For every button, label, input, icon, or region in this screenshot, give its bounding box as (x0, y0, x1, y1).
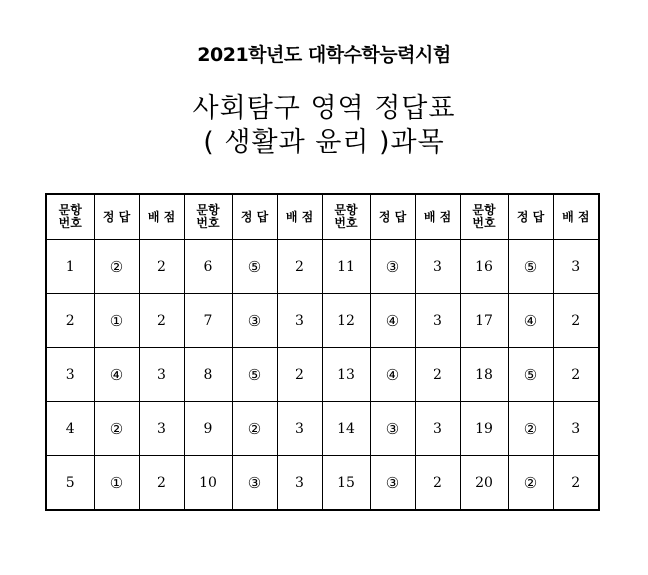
point-value: 3 (277, 456, 322, 511)
exam-title: 2021학년도 대학수학능력시험 (197, 44, 451, 66)
number-header: 문항 번호 (46, 194, 94, 240)
answer-header: 정 답 (94, 194, 139, 240)
answer-header: 정 답 (232, 194, 277, 240)
point-value: 3 (139, 402, 184, 456)
table-row (46, 294, 599, 348)
point-value: 2 (553, 456, 599, 511)
correct-answer: ④ (370, 348, 415, 402)
correct-answer: ② (508, 402, 553, 456)
question-number: 9 (184, 402, 232, 456)
points-header: 배 점 (277, 194, 322, 240)
correct-answer: ⑤ (508, 240, 553, 294)
answer-header: 정 답 (508, 194, 553, 240)
correct-answer: ③ (232, 294, 277, 348)
question-number: 12 (322, 294, 370, 348)
correct-answer: ④ (94, 348, 139, 402)
point-value: 3 (553, 402, 599, 456)
question-number: 4 (46, 402, 94, 456)
correct-answer: ② (94, 240, 139, 294)
table-row (46, 348, 599, 402)
point-value: 2 (139, 456, 184, 511)
correct-answer: ② (94, 402, 139, 456)
header-row (46, 194, 599, 240)
question-number: 10 (184, 456, 232, 511)
points-header: 배 점 (415, 194, 460, 240)
point-value: 2 (415, 348, 460, 402)
table-row (46, 456, 599, 511)
correct-answer: ⑤ (232, 348, 277, 402)
correct-answer: ④ (370, 294, 415, 348)
correct-answer: ③ (232, 456, 277, 511)
point-value: 2 (277, 240, 322, 294)
answer-table (45, 193, 600, 511)
correct-answer: ③ (370, 240, 415, 294)
question-number: 1 (46, 240, 94, 294)
question-number: 11 (322, 240, 370, 294)
point-value: 3 (277, 294, 322, 348)
point-value: 3 (139, 348, 184, 402)
question-number: 8 (184, 348, 232, 402)
correct-answer: ② (232, 402, 277, 456)
point-value: 3 (415, 402, 460, 456)
point-value: 2 (553, 348, 599, 402)
number-header: 문항 번호 (184, 194, 232, 240)
point-value: 3 (415, 294, 460, 348)
point-value: 2 (553, 294, 599, 348)
question-number: 18 (460, 348, 508, 402)
question-number: 17 (460, 294, 508, 348)
table-row (46, 402, 599, 456)
correct-answer: ④ (508, 294, 553, 348)
answer-header: 정 답 (370, 194, 415, 240)
correct-answer: ② (508, 456, 553, 511)
table-row (46, 240, 599, 294)
correct-answer: ③ (370, 402, 415, 456)
correct-answer: ① (94, 456, 139, 511)
correct-answer: ① (94, 294, 139, 348)
correct-answer: ③ (370, 456, 415, 511)
number-header: 문항 번호 (460, 194, 508, 240)
question-number: 3 (46, 348, 94, 402)
point-value: 2 (139, 240, 184, 294)
point-value: 2 (277, 348, 322, 402)
question-number: 14 (322, 402, 370, 456)
question-number: 2 (46, 294, 94, 348)
point-value: 3 (415, 240, 460, 294)
question-number: 6 (184, 240, 232, 294)
point-value: 3 (553, 240, 599, 294)
question-number: 19 (460, 402, 508, 456)
points-header: 배 점 (553, 194, 599, 240)
number-header: 문항 번호 (322, 194, 370, 240)
point-value: 3 (277, 402, 322, 456)
points-header: 배 점 (139, 194, 184, 240)
subject-title: ( 생활과 윤리 )과목 (203, 127, 445, 158)
correct-answer: ⑤ (508, 348, 553, 402)
page-title: 사회탐구 영역 정답표 (192, 93, 456, 124)
correct-answer: ⑤ (232, 240, 277, 294)
question-number: 15 (322, 456, 370, 511)
question-number: 13 (322, 348, 370, 402)
question-number: 7 (184, 294, 232, 348)
point-value: 2 (139, 294, 184, 348)
question-number: 16 (460, 240, 508, 294)
question-number: 20 (460, 456, 508, 511)
question-number: 5 (46, 456, 94, 511)
point-value: 2 (415, 456, 460, 511)
